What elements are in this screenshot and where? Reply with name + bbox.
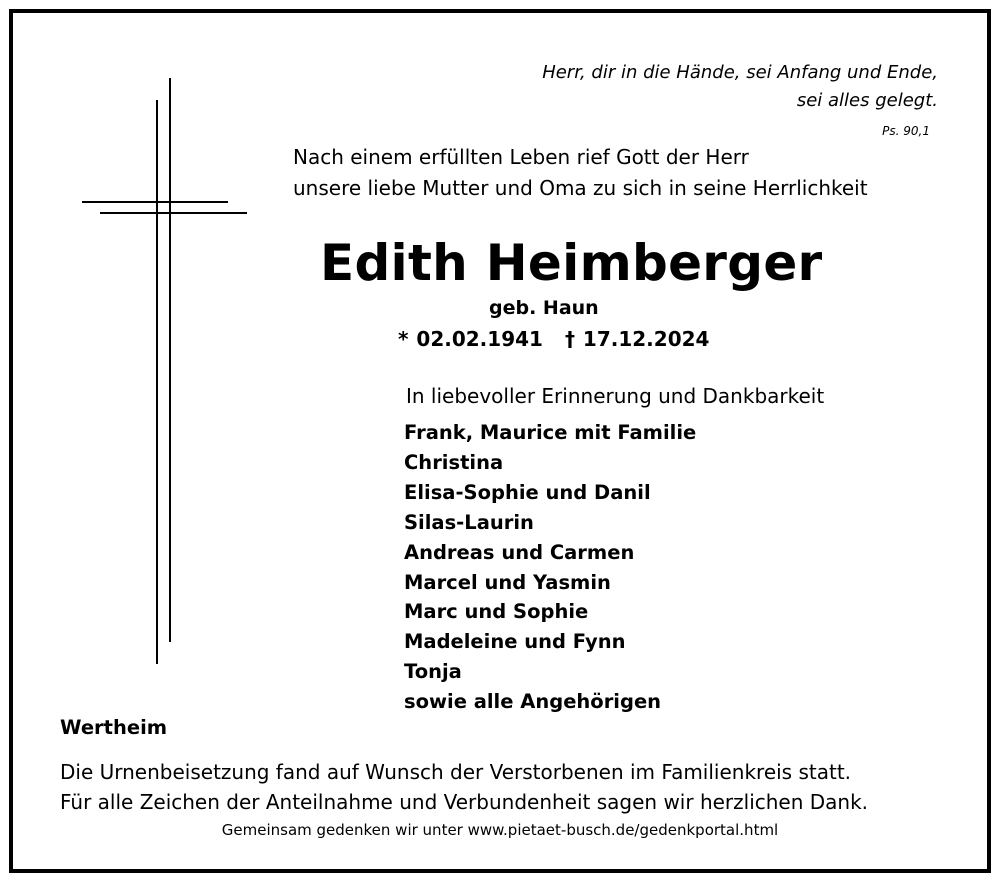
mourner-name: Tonja: [404, 660, 462, 683]
death-date: † 17.12.2024: [564, 327, 710, 351]
mourner-name: Elisa-Sophie und Danil: [404, 481, 651, 504]
mourner-name: Marc und Sophie: [404, 600, 589, 623]
notice-line-1: Die Urnenbeisetzung fand auf Wunsch der Verstorbenen im Familienkreis statt.: [60, 760, 852, 784]
birth-date: * 02.02.1941: [398, 327, 543, 351]
memorial-portal-line: Gemeinsam gedenken wir unter www.pietaet-busch.de/gedenkportal.html: [221, 821, 779, 839]
place-name: Wertheim: [60, 716, 168, 739]
intro-line-1: Nach einem erfüllten Leben rief Gott der Herr: [293, 145, 749, 169]
mourner-name: sowie alle Angehörigen: [404, 690, 662, 713]
mourner-name: Andreas und Carmen: [404, 541, 635, 564]
notice-line-2: Für alle Zeichen der Anteilnahme und Verbundenheit sagen wir herzlichen Dank.: [60, 790, 869, 814]
verse-reference: Ps. 90,1: [882, 124, 930, 138]
verse-line-2: sei alles gelegt.: [796, 90, 938, 111]
life-dates: [398, 327, 709, 351]
intro-line-2: unsere liebe Mutter und Oma zu sich in seine Herrlichkeit: [293, 176, 868, 200]
verse-line-1: Herr, dir in die Hände, sei Anfang und Ende,: [542, 62, 938, 83]
deceased-name: Edith Heimberger: [320, 234, 823, 292]
mourner-name: Silas-Laurin: [404, 511, 534, 534]
mourner-name: Madeleine und Fynn: [404, 630, 626, 653]
birth-name: geb. Haun: [489, 297, 599, 319]
mourner-name: Frank, Maurice mit Familie: [404, 421, 697, 444]
mourner-name: Christina: [404, 451, 504, 474]
mourner-name: Marcel und Yasmin: [404, 571, 611, 594]
memory-line: In liebevoller Erinnerung und Dankbarkeit: [406, 384, 825, 408]
